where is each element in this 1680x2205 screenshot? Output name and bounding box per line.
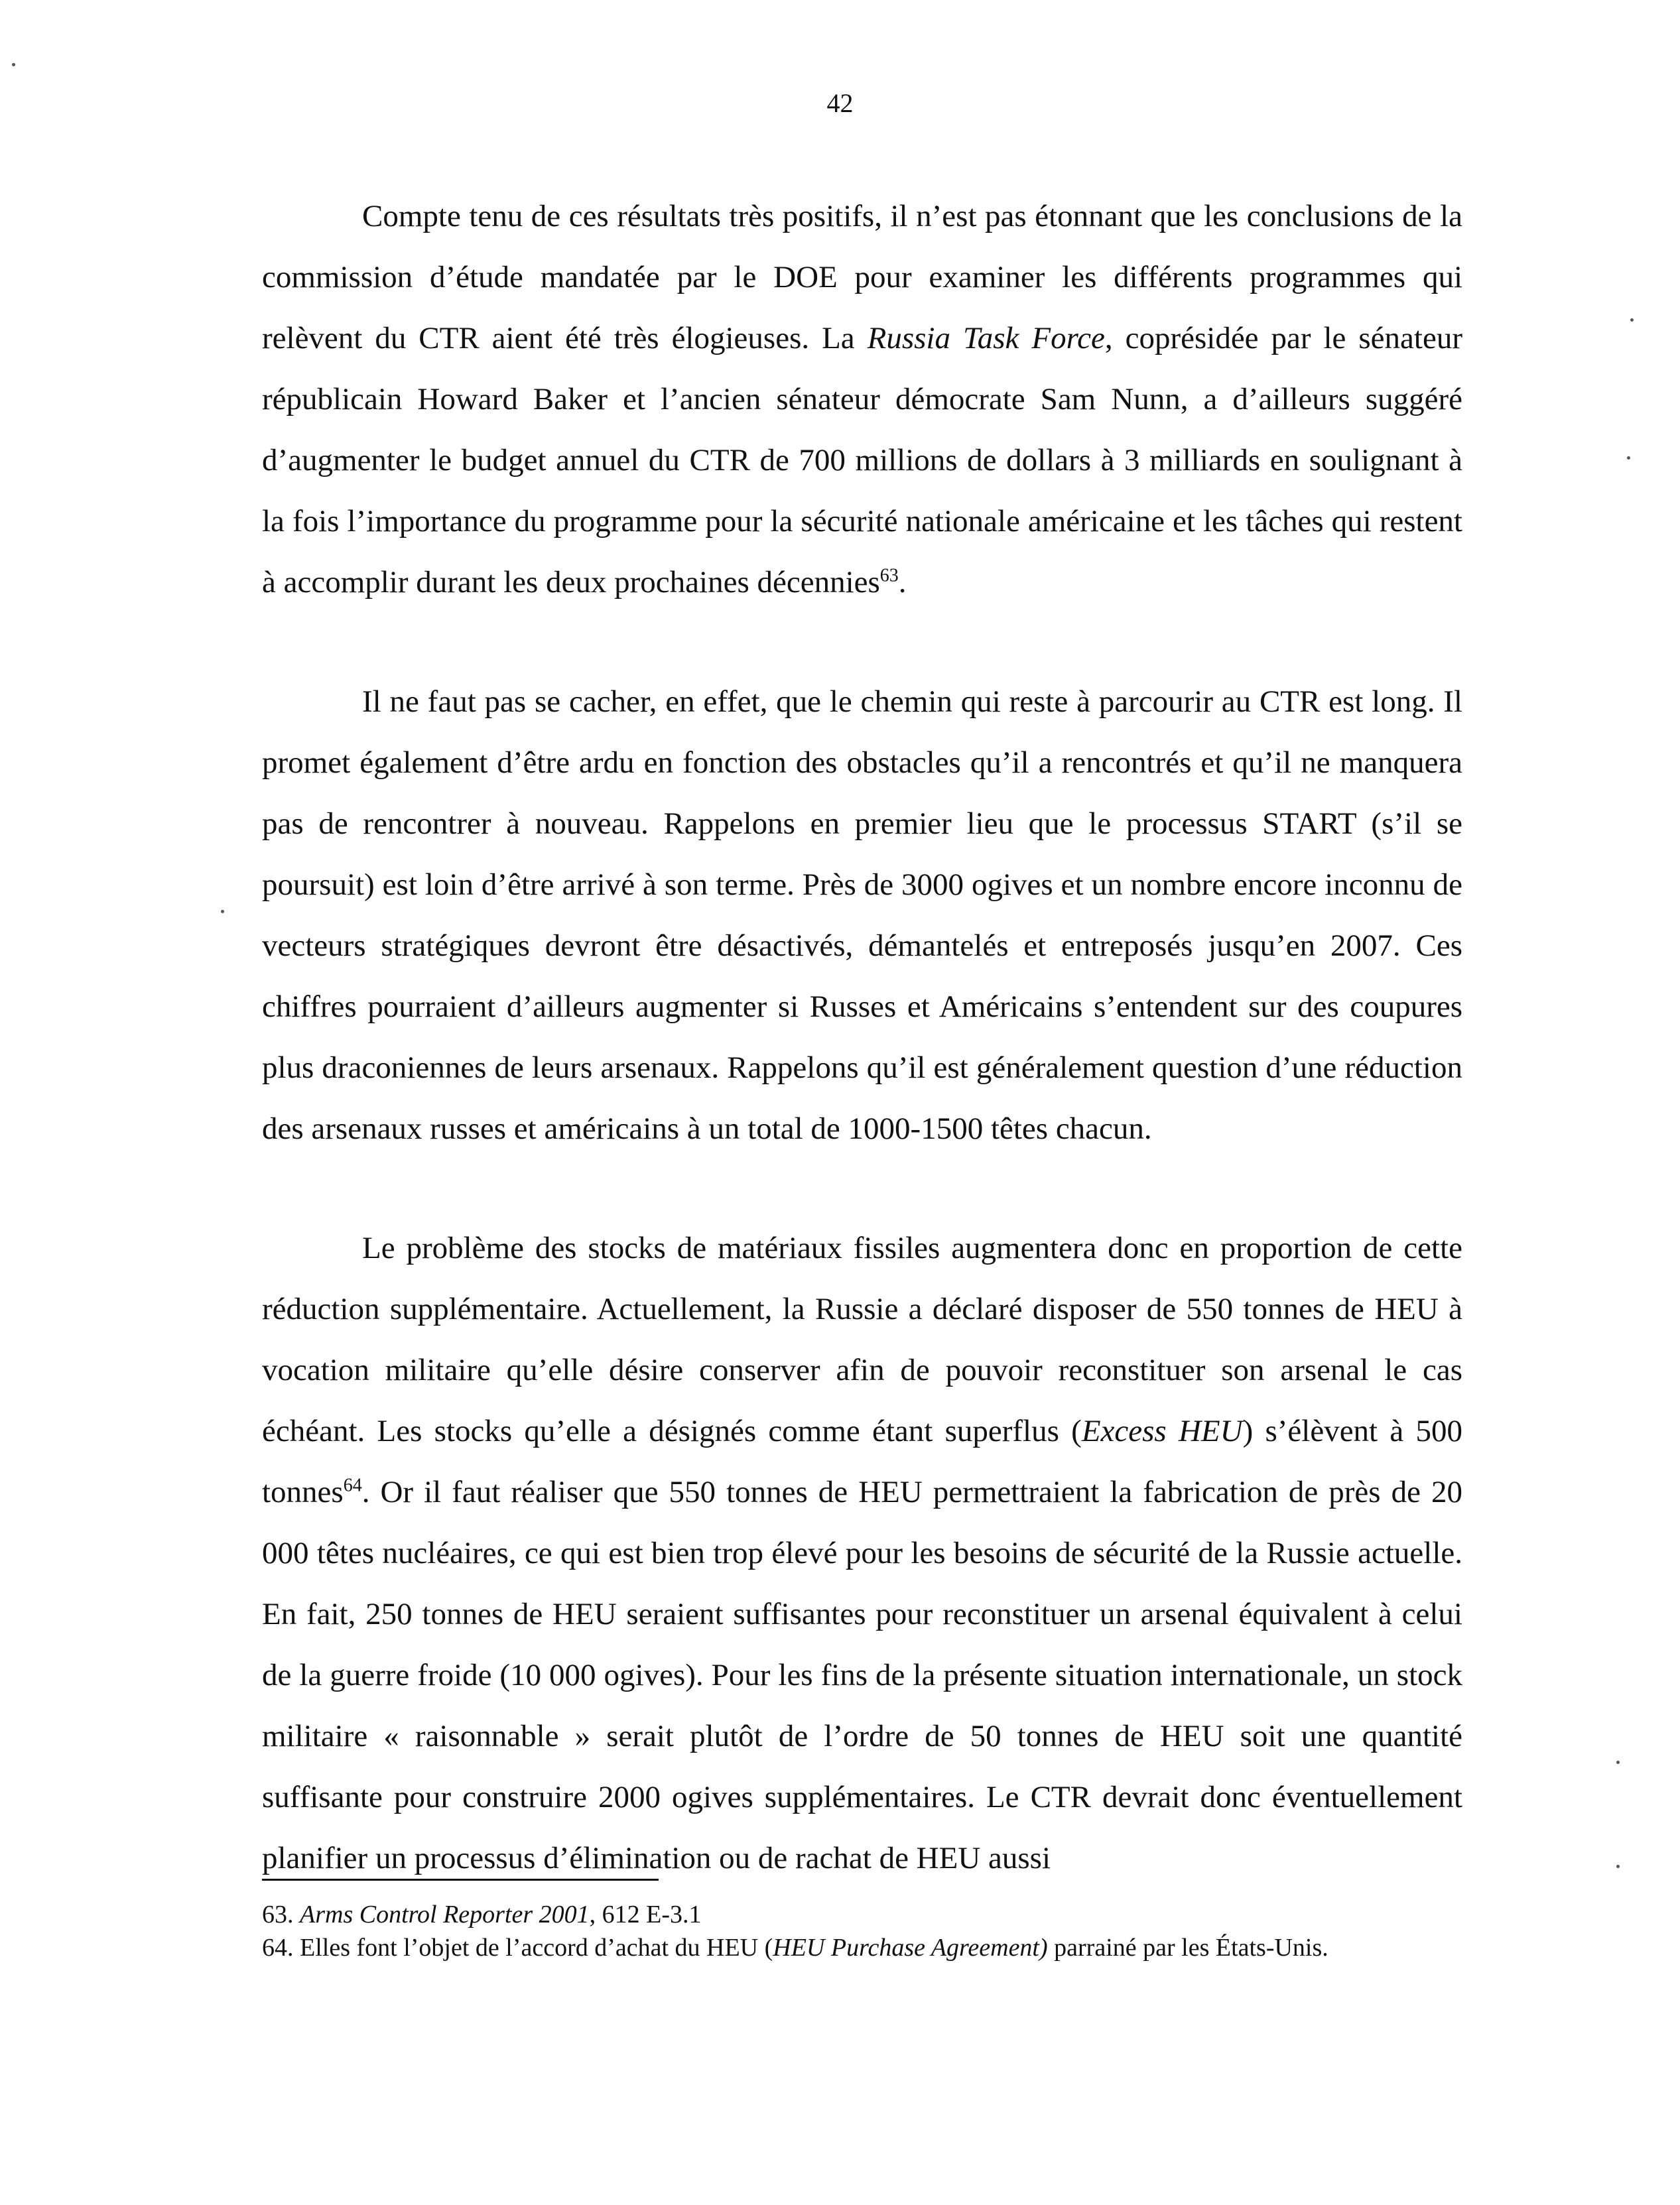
paragraph [262, 1218, 1462, 1889]
footnote [262, 1931, 1462, 1964]
scan-speck [1616, 1865, 1620, 1868]
scan-speck [1616, 1761, 1620, 1764]
text-run: Compte tenu de ces résultats très positifs, il n’est pas étonnant que les conclusions de la commission d’étude mandatée par le DOE pour examiner les différents programmes qui relèvent du CTR aient été très élogieuses. La [262, 199, 1462, 355]
footnote-ref: 63 [879, 565, 899, 586]
italic-text: Excess HEU [1081, 1414, 1243, 1448]
footnotes [262, 1898, 1462, 1964]
text-run: Le problème des stocks de matériaux fissiles augmentera donc en proportion de cette réduction supplémentaire. Actuellement, la Russie a déclaré disposer de 550 tonnes de HEU à vocation militaire qu’elle désire conserver afin de pouvoir reconstituer son arsenal le cas échéant. Les stocks qu’elle a désignés comme étant superflus ( [262, 1231, 1462, 1448]
italic-text: HEU Purchase Agreement) [773, 1934, 1048, 1962]
scan-speck [1630, 318, 1634, 322]
italic-text: Arms Control Reporter 2001 [300, 1901, 590, 1928]
footnote-ref: 64 [343, 1475, 362, 1496]
text-run: 63. [262, 1901, 300, 1928]
text-run: Il ne faut pas se cacher, en effet, que le chemin qui reste à parcourir au CTR est long. Il promet également d’être ardu en fonction des obstacles qu’il a rencontrés et qu’il ne manquera pas de rencontrer à nouveau. Rappelons en premier lieu que le processus START (s’il se poursuit) est loin d’être arrivé à son terme. Près de 3000 ogives et un nombre encore inconnu de vecteurs stratégiques devront être désactivés, démantelés et entreposés jusqu’en 2007. Ces chiffres pourraient d’ailleurs augmenter si Russes et Américains s’entendent sur des coupures plus draconiennes de leurs arsenaux. Rappelons qu’il est généralement question d’une réduction des arsenaux russes et américains à un total de 1000-1500 têtes chacun. [262, 684, 1462, 1146]
text-run: . [898, 565, 907, 599]
scan-speck [12, 63, 15, 66]
text-run: , 612 E-3.1 [589, 1901, 702, 1928]
paragraph [262, 186, 1462, 613]
page-number: 42 [826, 88, 854, 118]
text-run: . Or il faut réaliser que 550 tonnes de HEU permettraient la fabrication de près de 20 000 têtes nucléaires, ce qui est bien trop élevé pour les besoins de sécurité de la Russie actuelle. En fait, 250 tonnes de HEU seraient suffisantes pour reconstituer un arsenal équivalent à celui de la guerre froide (10 000 ogives). Pour les fins de la présente situation internationale, un stock militaire « raisonnable » serait plutôt de l’ordre de 50 tonnes de HEU soit une quantité suffisante pour construire 2000 ogives supplémentaires. Le CTR devrait donc éventuellement planifier un processus d’élimination ou de rachat de HEU aussi [262, 1475, 1462, 1875]
text-run: 64. Elles font l’objet de l’accord d’achat du HEU ( [262, 1934, 773, 1962]
footnote-divider [262, 1879, 659, 1881]
scan-speck [1627, 456, 1630, 460]
text-run: ) s’élèvent à 500 tonnes [262, 1414, 1463, 1509]
text-run: parrainé par les États-Unis. [1047, 1934, 1328, 1962]
paragraph [262, 671, 1462, 1159]
scan-speck [221, 910, 224, 913]
text-run: , coprésidée par le sénateur républicain Howard Baker et l’ancien sénateur démocrate Sam Nunn, a d’ailleurs suggéré d’augmenter le budget annuel du CTR de 700 millions de dollars à 3 milliards en soulignant à la fois l’importance du programme pour la sécurité nationale américaine et les tâches qui restent à accomplir durant les deux prochaines décennies [262, 321, 1462, 599]
italic-text: Russia Task Force [867, 321, 1105, 355]
body-text [262, 186, 1462, 1889]
footnote [262, 1898, 1462, 1931]
